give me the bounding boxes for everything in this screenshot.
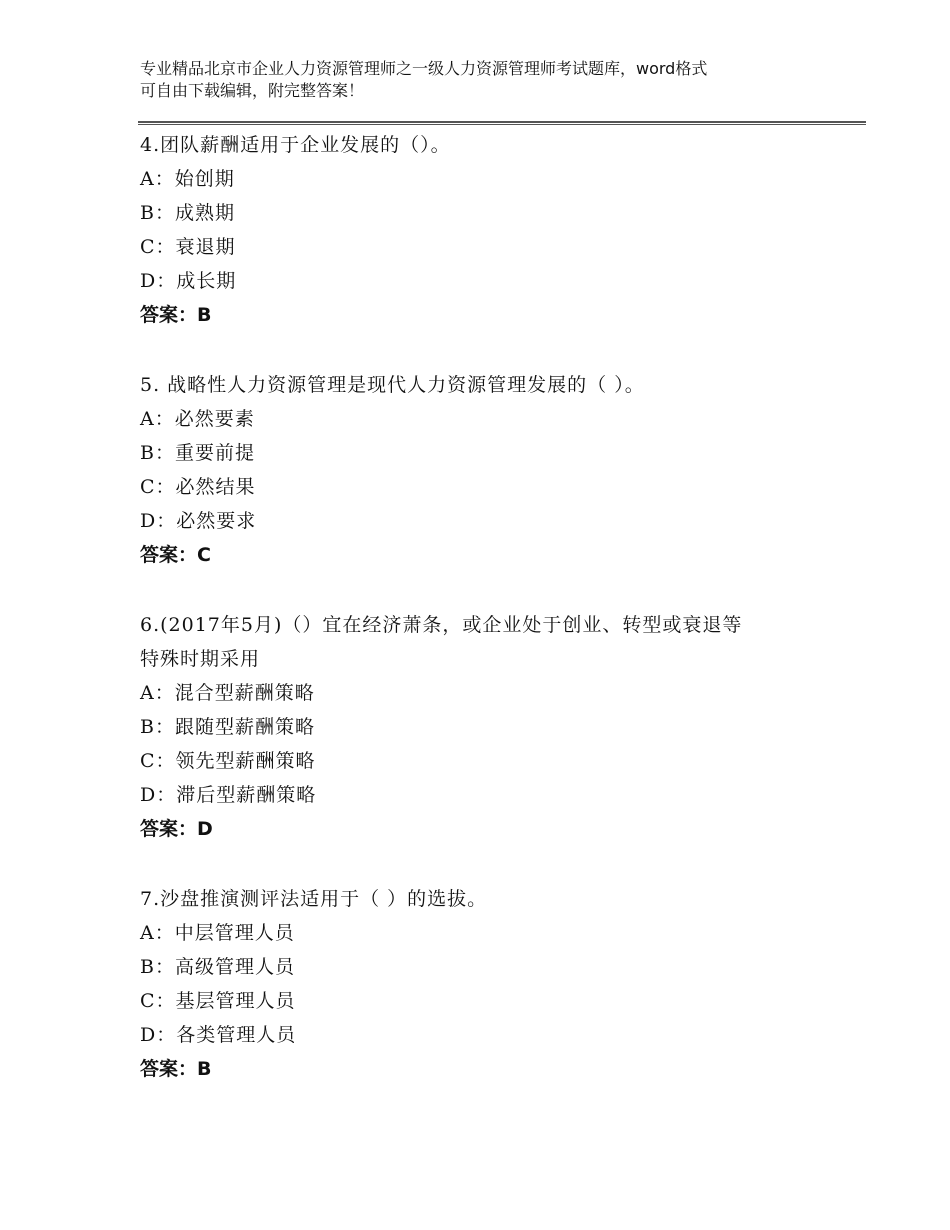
header-line-2: 可自由下载编辑，附完整答案！ xyxy=(140,81,365,100)
question-stem: 6.(2017年5月)（）宜在经济萧条，或企业处于创业、转型或衰退等 xyxy=(140,614,743,636)
option-b: B：成熟期 xyxy=(140,202,235,224)
answer-text: 答案：B xyxy=(140,1058,212,1080)
question-stem-continued: 特殊时期采用 xyxy=(140,648,261,670)
spacer xyxy=(140,332,840,368)
option-c: C：基层管理人员 xyxy=(140,990,296,1012)
option-a: A：必然要素 xyxy=(140,408,255,430)
option-c: C：衰退期 xyxy=(140,236,236,258)
document-header xyxy=(140,58,820,102)
option-a: A：始创期 xyxy=(140,168,235,190)
question-stem: 5. 战略性人力资源管理是现代人力资源管理发展的（ ）。 xyxy=(140,374,645,396)
option-b: B：高级管理人员 xyxy=(140,956,295,978)
option-c: C：必然结果 xyxy=(140,476,256,498)
question-4 xyxy=(140,128,840,332)
answer-text: 答案：D xyxy=(140,818,213,840)
option-d: D：各类管理人员 xyxy=(140,1024,297,1046)
header-divider xyxy=(138,121,866,125)
option-b: B：跟随型薪酬策略 xyxy=(140,716,315,738)
answer-text: 答案：B xyxy=(140,304,212,326)
question-stem: 4.团队薪酬适用于企业发展的（）。 xyxy=(140,134,451,156)
question-stem: 7.沙盘推演测评法适用于（ ）的选拔。 xyxy=(140,888,488,910)
option-a: A：混合型薪酬策略 xyxy=(140,682,315,704)
spacer xyxy=(140,846,840,882)
option-d: D：成长期 xyxy=(140,270,237,292)
option-b: B：重要前提 xyxy=(140,442,255,464)
question-7 xyxy=(140,882,840,1086)
option-d: D：必然要求 xyxy=(140,510,257,532)
question-5 xyxy=(140,368,840,572)
answer-text: 答案：C xyxy=(140,544,211,566)
question-list xyxy=(140,128,840,1086)
header-line-1: 专业精品北京市企业人力资源管理师之一级人力资源管理师考试题库，word格式 xyxy=(140,59,708,78)
option-a: A：中层管理人员 xyxy=(140,922,295,944)
spacer xyxy=(140,572,840,608)
option-d: D：滞后型薪酬策略 xyxy=(140,784,317,806)
question-6 xyxy=(140,608,840,846)
option-c: C：领先型薪酬策略 xyxy=(140,750,316,772)
